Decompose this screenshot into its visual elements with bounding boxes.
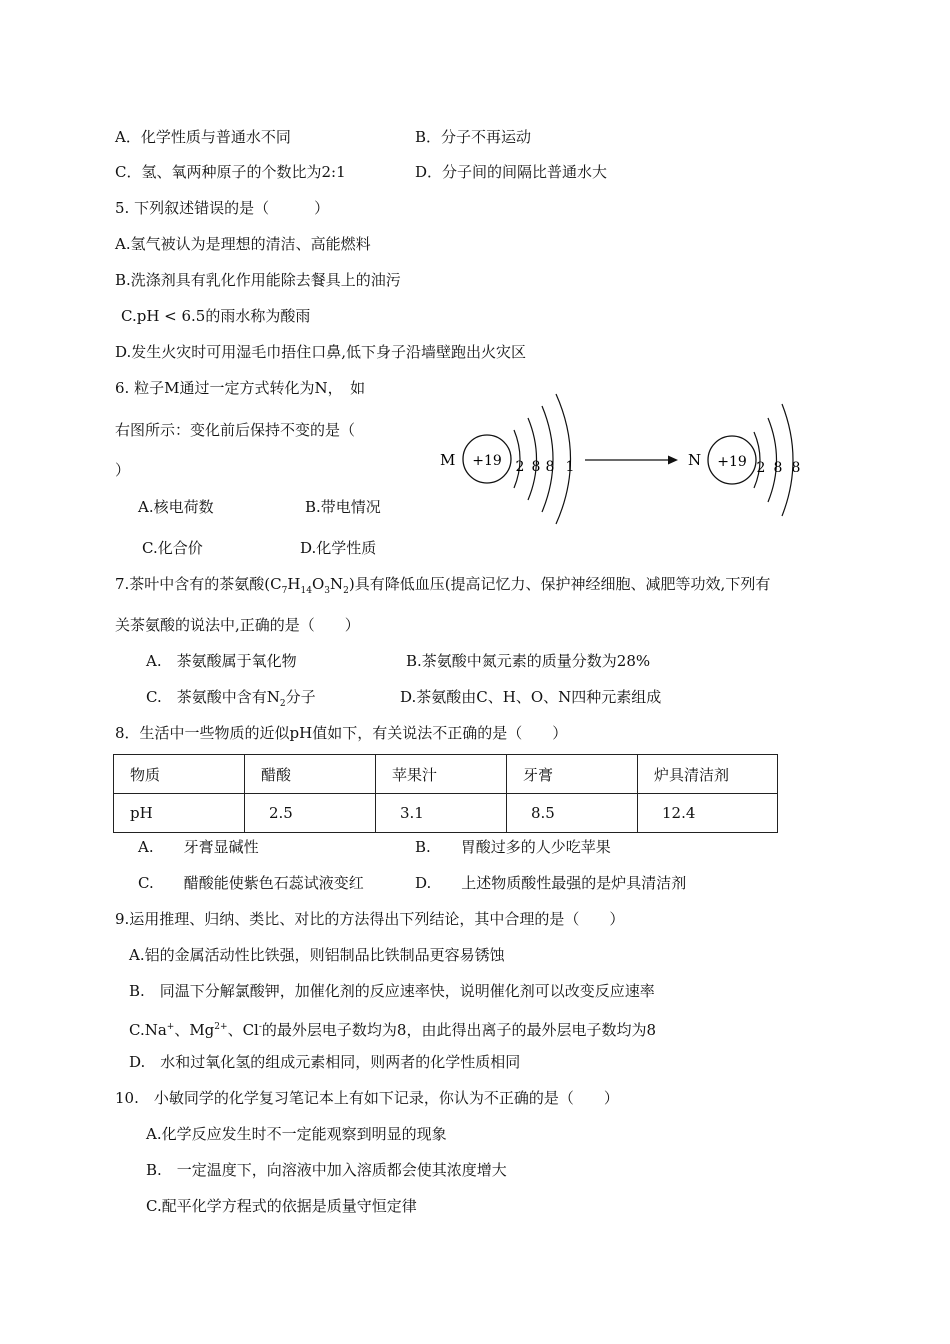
table-cell: 8.5 bbox=[507, 794, 638, 833]
q6-option-d: D.化学性质 bbox=[300, 539, 377, 557]
table-header-cell: 物质 bbox=[114, 755, 245, 794]
q9-stem: 9.运用推理、归纳、类比、对比的方法得出下列结论，其中合理的是（ ） bbox=[115, 910, 625, 928]
q5-option-d: D.发生火灾时可用湿毛巾捂住口鼻,低下身子沿墙壁跑出火灾区 bbox=[115, 343, 527, 361]
q7-option-d: D.茶氨酸由C、H、O、N四种元素组成 bbox=[400, 688, 662, 706]
q8-option-a: A. 牙膏显碱性 bbox=[138, 838, 259, 856]
n-shell-electrons: 8 bbox=[791, 460, 801, 476]
n-nucleus-charge: +19 bbox=[717, 454, 747, 470]
m-nucleus-charge: +19 bbox=[472, 453, 502, 469]
q10-option-c: C.配平化学方程式的依据是质量守恒定律 bbox=[146, 1197, 417, 1215]
q6-option-c: C.化合价 bbox=[142, 539, 203, 557]
n-shell-electrons: 2 bbox=[756, 460, 766, 476]
q7-option-c: C. 茶氨酸中含有$N_2$分子 bbox=[146, 688, 316, 709]
q10-stem: 10. 小敏同学的化学复习笔记本上有如下记录，你认为不正确的是（ ） bbox=[115, 1089, 619, 1107]
table-row-label: pH bbox=[114, 794, 245, 833]
table-cell: 3.1 bbox=[376, 794, 507, 833]
q10-option-b: B. 一定温度下，向溶液中加入溶质都会使其浓度增大 bbox=[146, 1161, 507, 1179]
m-shell-electrons: 8 bbox=[545, 459, 555, 475]
q5-option-b: B.洗涤剂具有乳化作用能除去餐具上的油污 bbox=[115, 271, 401, 289]
transform-arrow-head bbox=[668, 456, 678, 465]
table-header-cell: 醋酸 bbox=[245, 755, 376, 794]
q8-option-b: B. 胃酸过多的人少吃苹果 bbox=[415, 838, 611, 856]
table-header-cell: 苹果汁 bbox=[376, 755, 507, 794]
q5-stem: 5. 下列叙述错误的是（ ） bbox=[115, 199, 330, 217]
q5-option-a: A.氢气被认为是理想的清洁、高能燃料 bbox=[115, 235, 371, 253]
q9-option-a: A.铝的金属活动性比铁强，则铝制品比铁制品更容易锈蚀 bbox=[129, 946, 505, 964]
q7-stem-line2: 关茶氨酸的说法中,正确的是（ ） bbox=[115, 616, 360, 634]
q7-option-a: A. 茶氨酸属于氧化物 bbox=[146, 652, 297, 670]
q9-option-c: C.Na+、$Mg^{2+}$、Cl-的最外层电子数均为8，由此得出离子的最外层电子数均为8 bbox=[129, 1021, 656, 1039]
q4-option-b: B．分子不再运动 bbox=[415, 128, 532, 146]
m-shell-electrons: 8 bbox=[531, 459, 541, 475]
q4-option-c: C．氢、氧两种原子的个数比为2:1 bbox=[115, 163, 346, 181]
q4-option-d: D．分子间的间隔比普通水大 bbox=[415, 163, 608, 181]
q6-stem-line3: ） bbox=[115, 461, 131, 479]
n-shell-electrons: 8 bbox=[773, 460, 783, 476]
ph-table bbox=[113, 754, 778, 833]
n-label: N bbox=[688, 451, 702, 469]
q9-option-b: B. 同温下分解氯酸钾，加催化剂的反应速率快，说明催化剂可以改变反应速率 bbox=[129, 982, 655, 1000]
table-row bbox=[114, 794, 778, 833]
table-row bbox=[114, 755, 778, 794]
table-header-cell: 炉具清洁剂 bbox=[638, 755, 778, 794]
q5-option-c: C.pH < 6.5的雨水称为酸雨 bbox=[121, 307, 311, 325]
q9-option-d: D. 水和过氧化氢的组成元素相同，则两者的化学性质相同 bbox=[129, 1053, 521, 1071]
m-shell-electrons: 2 bbox=[515, 459, 525, 475]
table-header-cell: 牙膏 bbox=[507, 755, 638, 794]
q10-option-a: A.化学反应发生时不一定能观察到明显的现象 bbox=[146, 1125, 447, 1143]
q4-option-a: A．化学性质与普通水不同 bbox=[115, 128, 291, 146]
atom-structure-diagram bbox=[430, 380, 820, 530]
table-cell: 2.5 bbox=[245, 794, 376, 833]
q6-option-a: A.核电荷数 bbox=[138, 498, 214, 516]
q8-option-d: D. 上述物质酸性最强的是炉具清洁剂 bbox=[415, 874, 687, 892]
q6-stem-line2: 右图所示：变化前后保持不变的是（ bbox=[115, 421, 356, 439]
q8-option-c: C. 醋酸能使紫色石蕊试液变红 bbox=[138, 874, 364, 892]
table-cell: 12.4 bbox=[638, 794, 778, 833]
q7-stem-line1: 7.茶叶中含有的茶氨酸$(C_7H_{14}O_3N_2)$具有降低血压(提高记忆力、保护神经细胞、减肥等功效,下列有 bbox=[115, 575, 771, 596]
q6-stem-line1: 6. 粒子M通过一定方式转化为N， 如 bbox=[115, 379, 366, 397]
q6-option-b: B.带电情况 bbox=[305, 498, 381, 516]
m-label: M bbox=[440, 451, 456, 469]
q7-option-b: B.茶氨酸中氮元素的质量分数为28% bbox=[406, 652, 651, 670]
m-shell-electrons: 1 bbox=[565, 459, 575, 475]
q8-stem: 8．生活中一些物质的近似pH值如下，有关说法不正确的是（ ） bbox=[115, 724, 568, 742]
